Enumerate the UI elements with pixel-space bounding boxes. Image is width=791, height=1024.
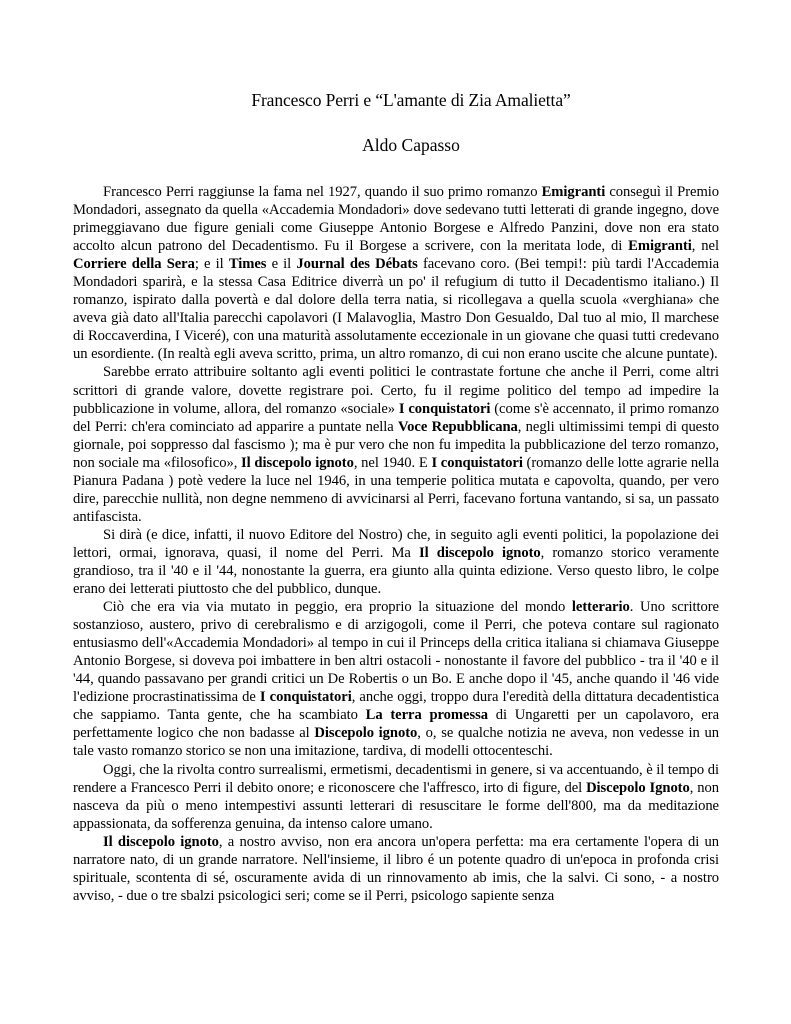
bold-title-text: I conquistatori bbox=[259, 689, 352, 706]
paragraph-text: Sarebbe errato attribuire soltanto agli eventi politici le contrastate fortune che anche il Perri, come altri scrittori di grande valore, dovette registrare poi. Certo, fu il regime politico del tempo ad impedire la pubblicazione in volume, allora, del romanzo «sociale» bbox=[73, 364, 719, 417]
paragraph-text: di Ungaretti per un capolavoro, era perfettamente logico che non badasse al bbox=[73, 707, 720, 742]
paragraph-text: facevano coro. (Bei tempi!: più tardi l'Accademia Mondadori sparirà, e la stessa Casa Editrice diverrà un po' il refugium di tutto il Decadentismo italiano.) Il romanzo, ispirato dalla povertà e dal dolore della terra natia, si ricollegava a quella scuola «verghiana» che aveva già dato all'Italia parecchi capolavori (I Malavoglia, Mastro Don Gesualdo, Dal tuo al mio, Il marchese di Roccaverdina, I Viceré), con una maturità assolutamente eccezionale in un giovane che quasi tutti credevano un esordiente. (In realtà egli aveva scritto, prima, un altro romanzo, di cui non erano uscite che alcune puntate). bbox=[73, 256, 720, 363]
body-paragraph bbox=[73, 526, 719, 598]
body-paragraph bbox=[73, 598, 719, 760]
paragraph-text: . Uno scrittore sostanzioso, austero, privo di cerebralismo e di arzigogoli, come il Perri, che poteva contare sul ragionato entusiasmo dell'«Accademia Mondadori» al tempo in cui il Princeps della critica italiana si chiamava Giuseppe Antonio Borgese, si doveva poi imbattere in ben altri ostacoli - nonostante il favore del pubblico - tra il '40 e il '44, quando passavano per grandi critici un De Robertis o un Bo. E anche dopo il '45, anche quando il '46 vide l'edizione procrastinatissima de bbox=[73, 599, 719, 706]
paragraph-text: Oggi, che la rivolta contro surrealismi, ermetismi, decadentismi in genere, si va accentuando, è il tempo di rendere a Francesco Perri il debito onore; e riconoscere che l'affresco, irto di figure, del bbox=[73, 761, 719, 796]
paragraph-text: , anche oggi, troppo dura l'eredità della dittatura decadentistica che sappiamo. Tanta gente, che ha scambiato bbox=[73, 689, 719, 724]
bold-title-text: Emigranti bbox=[628, 238, 692, 255]
bold-title-text: I conquistatori bbox=[398, 400, 491, 417]
bold-title-text: Discepolo Ignoto bbox=[586, 779, 690, 796]
bold-title-text: letterario bbox=[571, 599, 630, 616]
paragraph-text: Francesco Perri raggiunse la fama nel 1927, quando il suo primo romanzo bbox=[103, 184, 542, 200]
paragraph-text: , nel 1940. E bbox=[353, 454, 432, 471]
document-author: Aldo Capasso bbox=[362, 135, 460, 155]
paragraph-text: , nel bbox=[691, 238, 719, 255]
body-paragraph bbox=[73, 183, 719, 363]
bold-title-text: La terra promessa bbox=[365, 707, 488, 724]
paragraph-text: (romanzo delle lotte agrarie nella Pianura Padana ) potè vedere la luce nel 1946, in una temperie politica mutata e capovolta, quando, per vero dire, parecchie nullità, non degne nemmeno di avvicinarsi al Perri, facevano fortuna vantando, si sa, un passato antifascista. bbox=[73, 454, 720, 525]
paragraph-text: Ciò che era via via mutato in peggio, era proprio la situazione del mondo bbox=[103, 599, 572, 616]
document-page bbox=[73, 88, 719, 905]
paragraph-text: conseguì il Premio Mondadori, assegnato da quella «Accademia Mondadori» dove sedevano tutti letterati di grande ingegno, dove primeggiavano due figure geniali come Giuseppe Antonio Borgese e Alfredo Panzini, dove non era stato accolto alcun patrono del Decadentismo. Fu il Borgese a scrivere, con la meritata lode, di bbox=[73, 184, 719, 255]
body-paragraph bbox=[73, 363, 719, 525]
body-paragraph bbox=[73, 833, 719, 905]
paragraph-text: Si dirà (e dice, infatti, il nuovo Editore del Nostro) che, in seguito agli eventi politici, la popolazione dei lettori, ormai, ignorava, quasi, il nome del Perri. Ma bbox=[73, 526, 719, 561]
paragraph-text: , non nasceva da più o meno intempestivi assunti letterari di resuscitare le forme dell'800, ma da meditazione appassionata, da sofferenza genuina, da intenso calore umano. bbox=[73, 779, 719, 832]
bold-title-text: Discepolo ignoto bbox=[314, 725, 418, 742]
paragraph-text: , a nostro avviso, non era ancora un'opera perfetta: ma era certamente l'opera di un narratore nato, di un grande narratore. Nell'insieme, il libro é un potente quadro di un'epoca in profonda crisi spirituale, scontenta di sé, oscuramente avida di un rinnovamento ab imis, che la salvi. Ci sono, - a nostro avviso, - due o tre sbalzi psicologici seri; come se il Perri, psicologo sapiente senza bbox=[73, 833, 719, 904]
bold-title-text: Il discepolo ignoto bbox=[103, 833, 219, 850]
bold-title-text: Il discepolo ignoto bbox=[419, 544, 541, 561]
bold-title-text: Journal des Débats bbox=[296, 256, 418, 273]
body-paragraph bbox=[73, 761, 719, 833]
document-body bbox=[73, 183, 719, 905]
paragraph-text: e il bbox=[266, 256, 297, 273]
paragraph-text: (come s'è accennato, il primo romanzo del Perri: ch'era cominciato ad apparire a puntate nella bbox=[73, 400, 719, 435]
bold-title-text: Corriere della Sera bbox=[73, 256, 195, 273]
paragraph-text: , negli ultimissimi tempi di questo giornale, poi soppresso dal fascismo ); ma è pur vero che non fu impedita la pubblicazione del terzo romanzo, non sociale ma «filosofico», bbox=[73, 418, 719, 471]
paragraph-text: , o, se qualche notizia ne aveva, non vedesse in un tale vasto romanzo storico se non una imitazione, tardiva, di modelli ottocenteschi. bbox=[73, 725, 719, 760]
paragraph-text: , romanzo storico veramente grandioso, tra il '40 e il '44, nonostante la guerra, era giunto alla quinta edizione. Verso questo libro, le colpe erano dei letterati piuttosto che del pubblico, dunque. bbox=[73, 544, 719, 598]
paragraph-text: ; e il bbox=[194, 256, 229, 273]
bold-title-text: Voce Repubblicana bbox=[398, 418, 518, 435]
bold-title-text: Emigranti bbox=[541, 184, 606, 200]
bold-title-text: I conquistatori bbox=[431, 454, 523, 471]
bold-title-text: Il discepolo ignoto bbox=[241, 454, 354, 471]
document-title: Francesco Perri e “L'amante di Zia Amalietta” bbox=[251, 90, 571, 110]
bold-title-text: Times bbox=[228, 256, 267, 273]
